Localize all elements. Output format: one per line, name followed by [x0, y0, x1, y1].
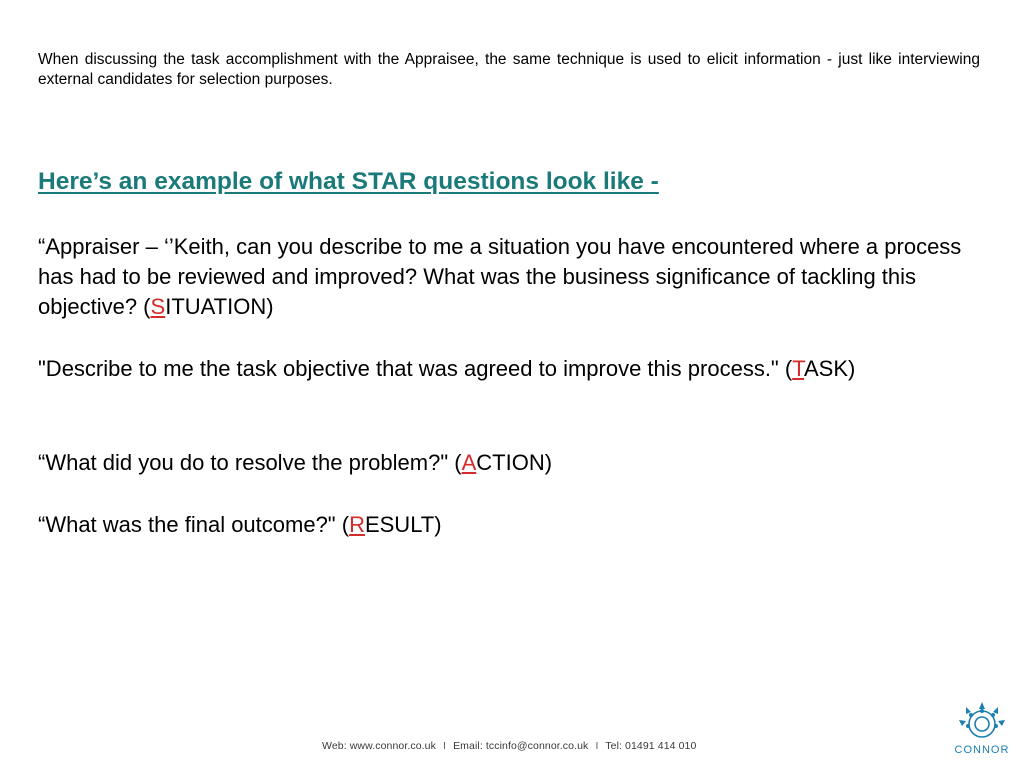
logo-text: CONNOR — [954, 744, 1010, 756]
star-letter-s: S — [150, 294, 166, 319]
footer-web: Web: www.connor.co.uk — [322, 740, 436, 752]
connor-logo — [948, 700, 1016, 762]
connor-crown-logo-icon — [956, 700, 1008, 744]
footer-email: Email: tccinfo@connor.co.uk — [453, 740, 589, 752]
question-text: “What was the final outcome?" ( — [38, 512, 350, 537]
question-text: “What did you do to resolve the problem?" ( — [38, 450, 462, 475]
question-text: “Appraiser – ‘’Keith, can you describe to me a situation you have encountered where a process has had to be reviewed and improved? What was the business significance of tackling this objective? ( — [38, 234, 962, 319]
section-heading: Here’s an example of what STAR questions look like - — [38, 168, 659, 195]
star-letter-t: T — [792, 356, 804, 381]
star-letter-a: A — [461, 450, 477, 475]
question-rest: CTION) — [476, 450, 553, 475]
question-rest: ITUATION) — [165, 294, 274, 319]
question-situation — [38, 232, 980, 322]
footer-separator: I — [443, 740, 447, 752]
question-rest: ESULT) — [364, 512, 442, 537]
question-task — [38, 354, 980, 384]
footer-tel: Tel: 01491 414 010 — [605, 740, 697, 752]
footer-separator: I — [595, 740, 599, 752]
star-letter-r: R — [349, 512, 365, 537]
intro-paragraph: When discussing the task accomplishment with the Appraisee, the same technique is used to elicit information - just like interviewing external candidates for selection purposes. — [38, 51, 980, 88]
question-rest: ASK) — [804, 356, 856, 381]
question-text: "Describe to me the task objective that was agreed to improve this process." ( — [38, 356, 793, 381]
question-result — [38, 510, 980, 540]
footer-contact — [322, 740, 696, 752]
question-action — [38, 448, 980, 478]
